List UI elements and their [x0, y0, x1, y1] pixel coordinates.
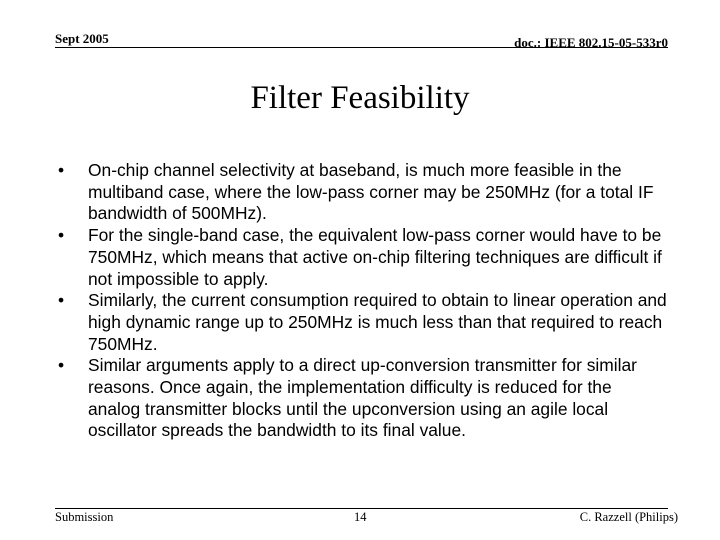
bullet-text: Similarly, the current consumption required to obtain to linear operation and high dynamic range up to 250MHz is much less than that required to reach 750MHz.	[88, 290, 667, 354]
header-doc-id: doc.: IEEE 802.15-05-533r0	[514, 35, 668, 50]
header-divider	[55, 47, 668, 48]
slide-title: Filter Feasibility	[250, 80, 470, 116]
bullet-icon: •	[58, 290, 65, 311]
bullet-item	[58, 160, 668, 225]
bullet-icon: •	[58, 160, 65, 180]
bullet-text: For the single-band case, the equivalent low-pass corner would have to be 750MHz, which means that active on-chip filtering techniques are difficult if not impossible to apply.	[88, 225, 662, 289]
bullet-icon: •	[58, 355, 65, 376]
footer-page-number: 14	[354, 510, 367, 524]
header-date: Sept 2005	[55, 31, 109, 46]
bullet-item	[58, 355, 668, 442]
bullet-icon: •	[58, 225, 65, 246]
footer-submission: Submission	[55, 510, 114, 524]
bullet-item	[58, 290, 668, 355]
bullet-text: Similar arguments apply to a direct up-conversion transmitter for similar reasons. Once again, the implementation difficulty is reduced for the analog transmitter blocks until the upconversion using an agile local oscillator spreads the bandwidth to its final value.	[88, 355, 637, 441]
footer-author: C. Razzell (Philips)	[579, 510, 678, 524]
bullet-list	[58, 160, 668, 442]
bullet-item	[58, 225, 668, 290]
bullet-text: On-chip channel selectivity at baseband, is much more feasible in the multiband case, where the low-pass corner may be 250MHz (for a total IF bandwidth of 500MHz).	[88, 160, 654, 224]
